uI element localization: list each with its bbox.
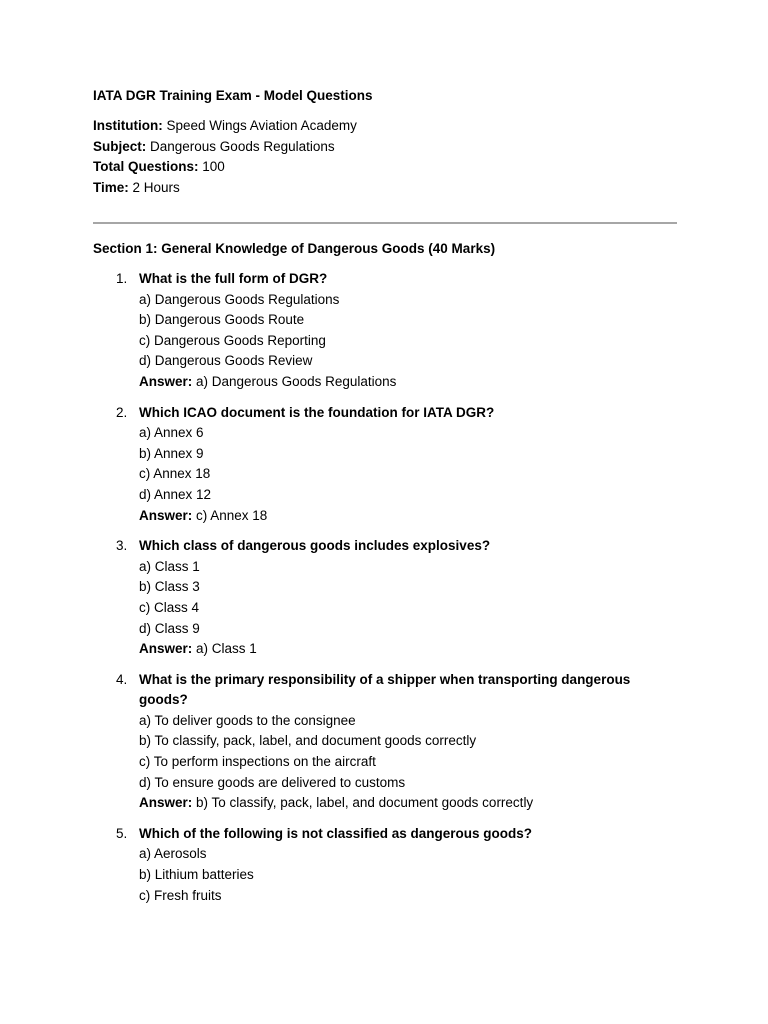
answer-option: d) Annex 12: [139, 486, 212, 502]
question-item: [93, 536, 677, 660]
meta-value: Dangerous Goods Regulations: [146, 138, 335, 154]
meta-label: Total Questions:: [93, 159, 199, 174]
answer-option: a) Aerosols: [139, 846, 207, 862]
answer-label: Answer:: [139, 641, 193, 657]
answer-line: [139, 639, 677, 660]
meta-value: 2 Hours: [128, 179, 180, 195]
meta-institution: [93, 116, 677, 137]
question-number: 5.: [116, 825, 128, 841]
document-meta: [93, 116, 677, 198]
answer-option: c) To perform inspections on the aircraft: [139, 754, 376, 770]
document-title: IATA DGR Training Exam - Model Questions: [93, 88, 373, 103]
answer-option: a) To deliver goods to the consignee: [139, 712, 356, 728]
answer-value: b) To classify, pack, label, and document goods correctly: [192, 795, 534, 811]
answer-option: a) Dangerous Goods Regulations: [139, 291, 340, 307]
answer-value: a) Dangerous Goods Regulations: [192, 373, 397, 389]
answer-label: Answer:: [139, 795, 193, 811]
meta-value: 100: [198, 159, 225, 174]
answer-line: [139, 506, 677, 527]
answer-label: Answer:: [139, 373, 193, 389]
question-number: 2.: [116, 404, 128, 420]
answer-value: a) Class 1: [192, 641, 257, 657]
answer-option: b) Class 3: [139, 579, 200, 595]
section-title: Section 1: General Knowledge of Dangerous Goods (40 Marks): [93, 241, 496, 256]
question-item: [93, 824, 677, 906]
meta-label: Time:: [93, 179, 129, 195]
meta-value: Speed Wings Aviation Academy: [162, 118, 357, 133]
meta-label: Subject:: [93, 138, 147, 154]
answer-line: [139, 793, 677, 814]
question-text: What is the full form of DGR?: [139, 271, 328, 286]
answer-option: c) Dangerous Goods Reporting: [139, 332, 326, 348]
question-number: 3.: [116, 538, 128, 554]
answer-option: d) Dangerous Goods Review: [139, 353, 313, 369]
answer-option: d) To ensure goods are delivered to customs: [139, 774, 406, 790]
question-number: 4.: [116, 671, 128, 687]
answer-line: [139, 372, 677, 393]
answer-option: b) Dangerous Goods Route: [139, 312, 305, 328]
question-item: [93, 670, 677, 814]
meta-subject: [93, 137, 677, 158]
answer-option: c) Fresh fruits: [139, 887, 222, 903]
meta-label: Institution:: [93, 118, 163, 133]
question-list: [93, 269, 677, 906]
answer-option: c) Annex 18: [139, 466, 211, 482]
document-page: [93, 86, 677, 916]
answer-option: c) Class 4: [139, 599, 200, 615]
question-text: Which ICAO document is the foundation for IATA DGR?: [139, 404, 495, 420]
question-text: What is the primary responsibility of a shipper when transporting dangerous goods?: [139, 671, 631, 708]
horizontal-divider: [93, 222, 677, 224]
question-item: [93, 269, 677, 393]
answer-option: b) Lithium batteries: [139, 867, 254, 883]
question-number: 1.: [116, 271, 128, 286]
question-text: Which of the following is not classified as dangerous goods?: [139, 825, 533, 841]
answer-option: b) Annex 9: [139, 445, 204, 461]
answer-value: c) Annex 18: [192, 507, 268, 523]
answer-option: d) Class 9: [139, 620, 200, 636]
question-text: Which class of dangerous goods includes explosives?: [139, 538, 491, 554]
answer-option: a) Class 1: [139, 558, 200, 574]
meta-total-questions: [93, 157, 677, 178]
meta-time: [93, 178, 677, 199]
answer-option: a) Annex 6: [139, 425, 204, 441]
answer-option: b) To classify, pack, label, and document goods correctly: [139, 733, 477, 749]
question-item: [93, 403, 677, 527]
answer-label: Answer:: [139, 507, 193, 523]
